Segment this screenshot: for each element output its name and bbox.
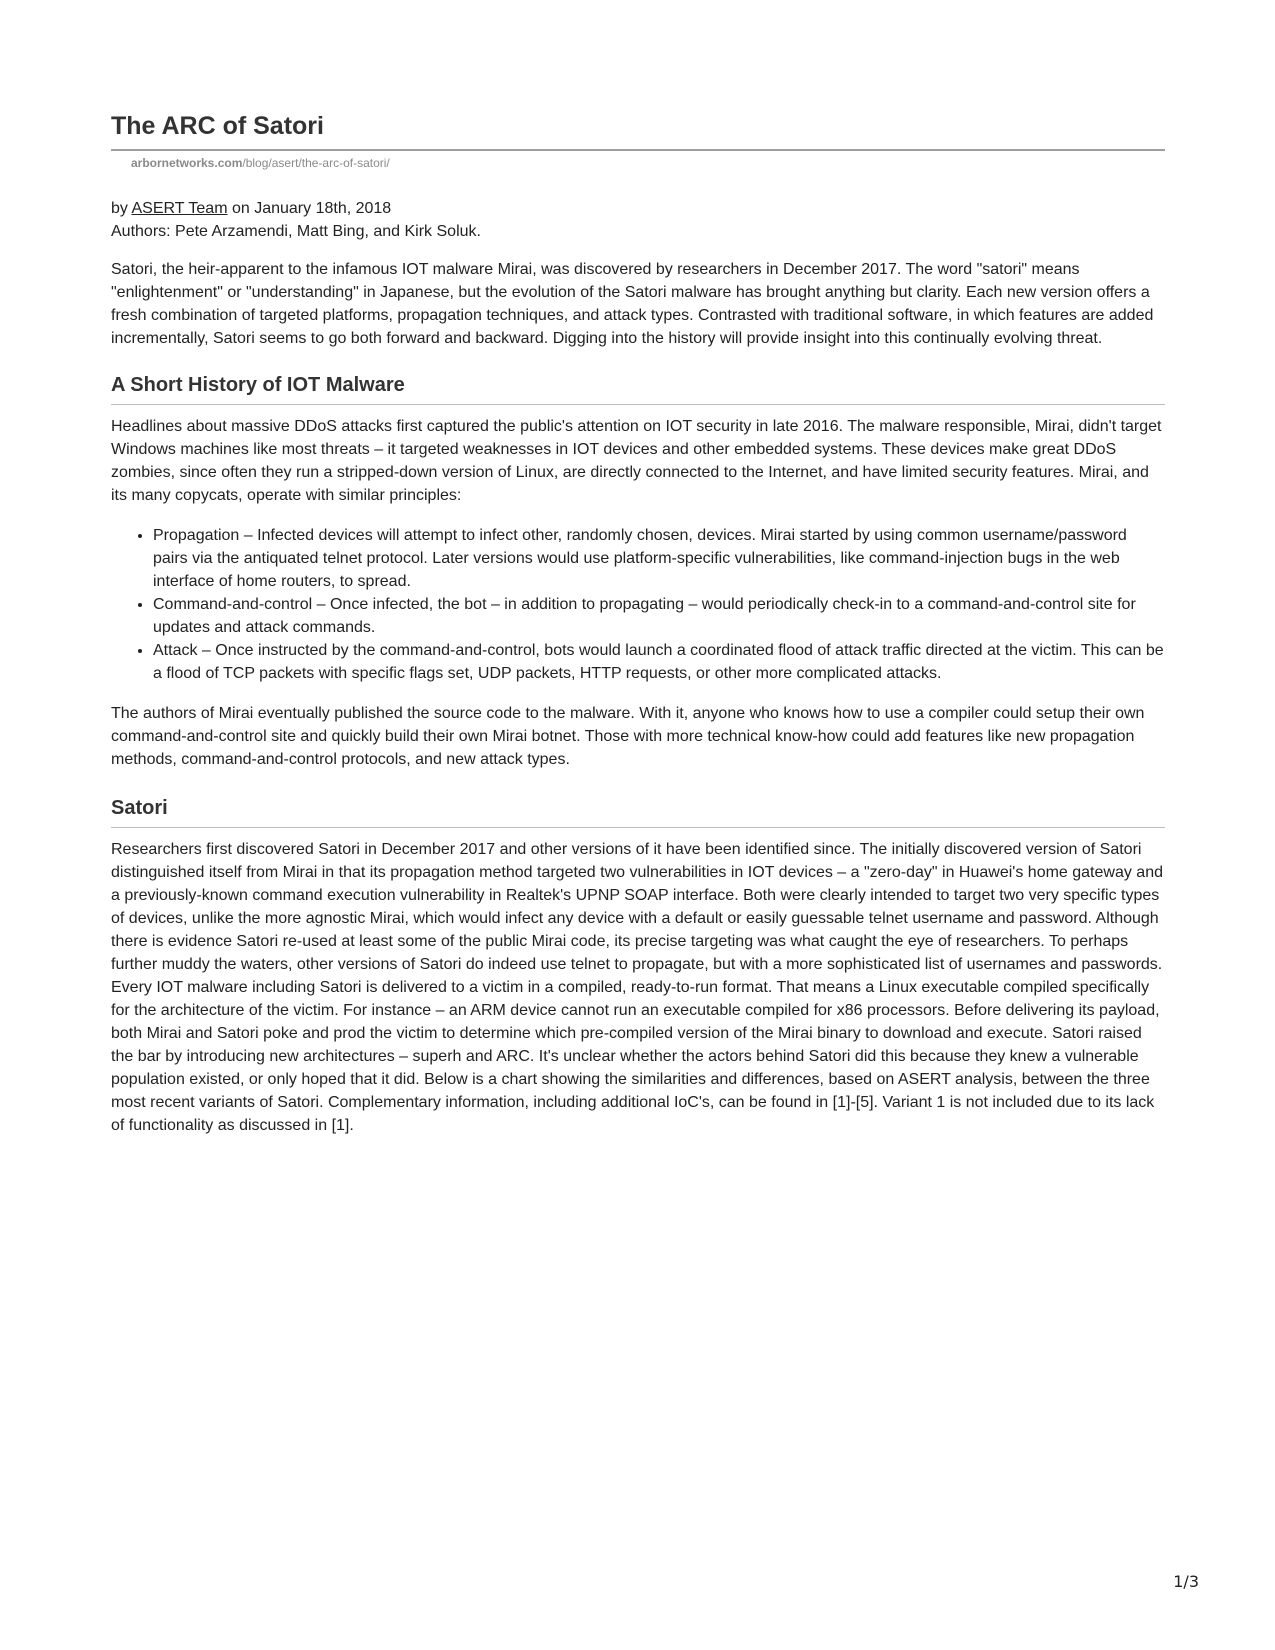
- authors-line: Authors: Pete Arzamendi, Matt Bing, and Kirk Soluk.: [111, 223, 481, 240]
- principles-list: [111, 524, 1165, 685]
- byline-line: [111, 197, 1165, 220]
- section-heading-history: A Short History of IOT Malware: [111, 372, 1165, 405]
- source-domain: arbornetworks.com: [131, 156, 243, 170]
- page-title: The ARC of Satori: [111, 110, 1165, 151]
- satori-paragraph: Researchers first discovered Satori in December 2017 and other versions of it have been identified since. The initially discovered version of Satori distinguished itself from Mirai in that its propagation method targeted two vulnerabilities in IOT devices – a "zero-day" in Huawei's home gateway and a previously-known command execution vulnerability in Realtek's UPNP SOAP interface. Both were clearly intended to target two very specific types of devices, unlike the more agnostic Mirai, which would infect any device with a default or easily guessable telnet username and password. Although there is evidence Satori re-used at least some of the public Mirai code, its precise targeting was what caught the eye of researchers. To perhaps further muddy the waters, other versions of Satori do indeed use telnet to propagate, but with a more sophisticated list of usernames and passwords. Every IOT malware including Satori is delivered to a victim in a compiled, ready-to-run format. That means a Linux executable compiled specifically for the architecture of the victim. For instance – an ARM device cannot run an executable compiled for x86 processors. Before delivering its payload, both Mirai and Satori poke and prod the victim to determine which pre-compiled version of the Mirai binary to download and execute. Satori raised the bar by introducing new architectures – superh and ARC. It's unclear whether the actors behind Satori did this because they knew a vulnerable population existed, or only hoped that it did. Below is a chart showing the similarities and differences, based on ASERT analysis, between the three most recent variants of Satori. Complementary information, including additional IoC's, can be found in [1]-[5]. Variant 1 is not included due to its lack of functionality as discussed in [1].: [111, 841, 1163, 1134]
- section-heading-satori: Satori: [111, 795, 1165, 828]
- intro-paragraph: Satori, the heir-apparent to the infamous IOT malware Mirai, was discovered by researchers in December 2017. The word "satori" means "enlightenment" or "understanding" in Japanese, but the evolution of the Satori malware has brought anything but clarity. Each new version offers a fresh combination of targeted platforms, propagation techniques, and attack types. Contrasted with traditional software, in which features are added incrementally, Satori seems to go both forward and backward. Digging into the history will provide insight into this continually evolving threat.: [111, 261, 1154, 347]
- list-item: • Attack – Once instructed by the command-and-control, bots would launch a coordinated flood of attack traffic directed at the victim. This can be a flood of TCP packets with specific flags set, UDP packets, HTTP requests, or other more complicated attacks.: [153, 639, 1165, 685]
- source-path: /blog/asert/the-arc-of-satori/: [242, 156, 390, 170]
- list-item: • Command-and-control – Once infected, the bot – in addition to propagating – would periodically check-in to a command-and-control site for updates and attack commands.: [153, 593, 1165, 639]
- byline-date: on January 18th, 2018: [227, 200, 392, 217]
- byline-prefix: by: [111, 200, 132, 217]
- author-link[interactable]: ASERT Team: [131, 200, 228, 217]
- source-url[interactable]: [131, 155, 1165, 171]
- article: [111, 110, 1165, 1137]
- list-item: • Propagation – Infected devices will attempt to infect other, randomly chosen, devices. Mirai started by using common username/password pairs via the antiquated telnet protocol. Later versions would use platform-specific vulnerabilities, like command-injection bugs in the web interface of home routers, to spread.: [153, 524, 1165, 593]
- byline: [111, 197, 1165, 243]
- history-closing-paragraph: The authors of Mirai eventually published the source code to the malware. With it, anyone who knows how to use a compiler could setup their own command-and-control site and quickly build their own Mirai botnet. Those with more technical know-how could add features like new propagation methods, command-and-control protocols, and new attack types.: [111, 705, 1145, 768]
- page-number: 1/3: [1173, 1572, 1199, 1591]
- history-paragraph: Headlines about massive DDoS attacks first captured the public's attention on IOT security in late 2016. The malware responsible, Mirai, didn't target Windows machines like most threats – it targeted weaknesses in IOT devices and other embedded systems. These devices make great DDoS zombies, since often they run a stripped-down version of Linux, are directly connected to the Internet, and have limited security features. Mirai, and its many copycats, operate with similar principles:: [111, 418, 1162, 504]
